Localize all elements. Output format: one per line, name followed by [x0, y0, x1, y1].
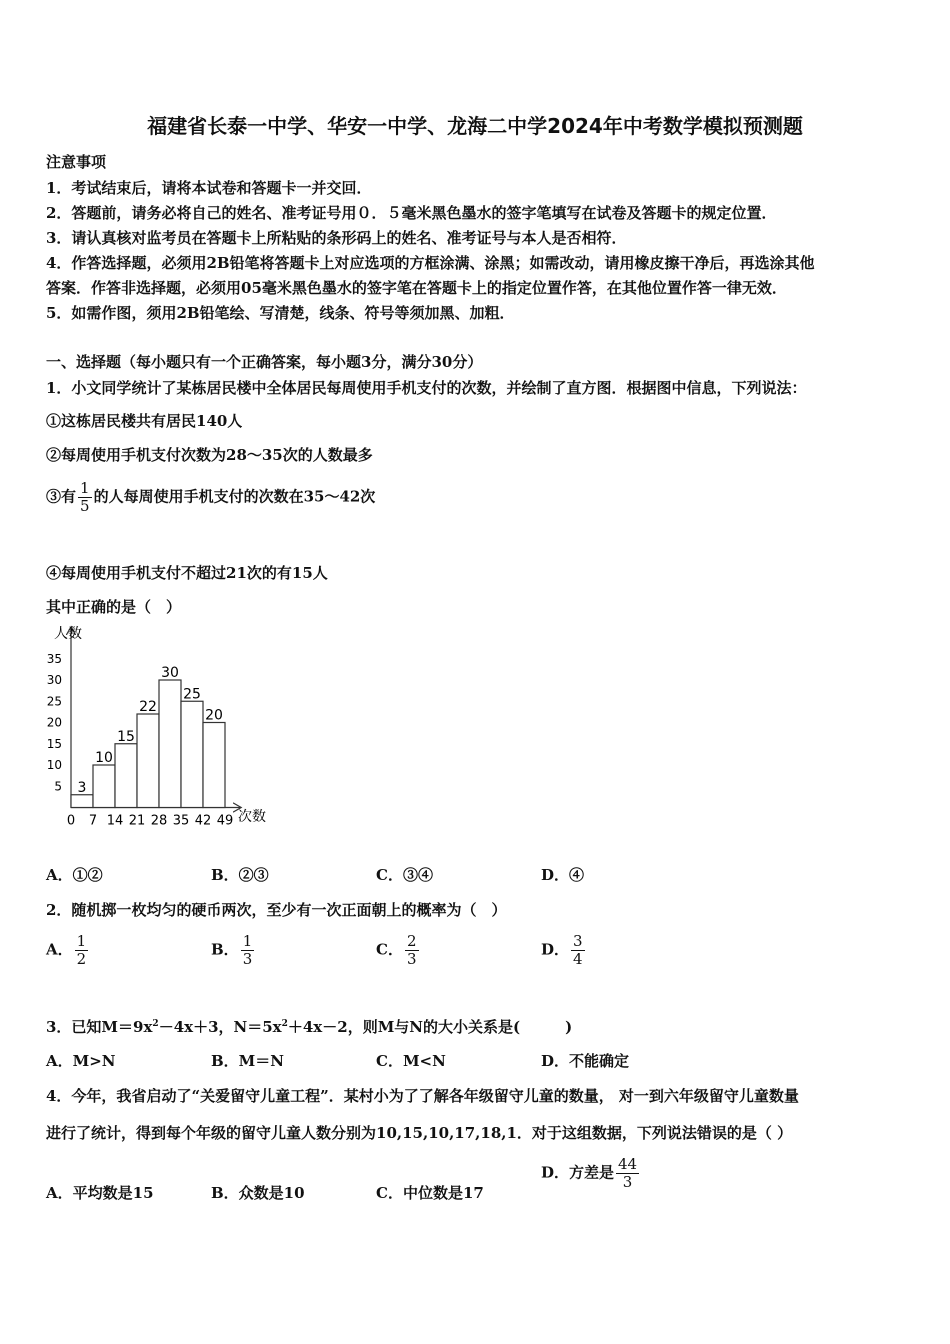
bar-value-label: 22 [139, 699, 157, 715]
q1-statement-2: ②每周使用手机支付次数为28～35次的人数最多 [46, 446, 373, 464]
q2-option-c[interactable]: C． $\frac{2}{3}$ [376, 932, 417, 968]
x-tick-label: 42 [194, 813, 212, 829]
y-tick-label: 5 [54, 779, 62, 794]
q1-option-c[interactable]: C．③④ [376, 866, 433, 884]
question-4-stem-line-2: 进行了统计，得到每个年级的留守儿童人数分别为10,15,10,17,18,1．对于这组数据，下列说法错误的是（ ） [46, 1124, 793, 1142]
histogram-bar [137, 714, 159, 808]
notice-heading: 注意事项 [46, 153, 107, 171]
bar-value-label: 20 [205, 707, 223, 724]
q1-ask: 其中正确的是（ ） [46, 598, 182, 616]
question-3-stem: 3．已知$M=9x^2-4x+3$，$N=5x^2+4x-2$，则M与N的大小关系是( ) [46, 1018, 573, 1036]
y-tick-label: 20 [46, 715, 62, 730]
y-tick-label: 35 [46, 651, 62, 666]
q3-option-a[interactable]: A．M>N [46, 1052, 116, 1070]
q1-statement-4: ④每周使用手机支付不超过21次的有15人 [46, 564, 328, 582]
histogram-bar [181, 701, 203, 807]
x-tick-label: 14 [106, 813, 124, 829]
q3-option-b[interactable]: B．M＝N [211, 1052, 284, 1070]
page-title: 福建省长泰一中学、华安一中学、龙海二中学2024年中考数学模拟预测题 [147, 114, 803, 138]
x-tick-label: 35 [172, 813, 190, 829]
question-4-stem-line-1: 4．今年，我省启动了“关爱留守儿童工程”．某村小为了了解各年级留守儿童的数量， 对一到六年级留守儿童数量 [46, 1087, 799, 1105]
q3-option-c[interactable]: C．M<N [376, 1052, 446, 1070]
q3-option-d[interactable]: D．不能确定 [541, 1052, 630, 1070]
notice-item: 答案．作答非选择题，必须用05毫米黑色墨水的签字笔在答题卡上的指定位置作答，在其他位置作答一律无效． [46, 279, 787, 297]
bar-value-label: 30 [161, 665, 179, 681]
q1-option-d[interactable]: D．④ [541, 866, 585, 884]
q4-option-c[interactable]: C．中位数是17 [376, 1184, 484, 1202]
notice-item: 4．作答选择题，必须用2B铅笔将答题卡上对应选项的方框涂满、涂黑；如需改动，请用橡皮擦干净后，再选涂其他 [46, 254, 815, 272]
q4-option-a[interactable]: A．平均数是15 [46, 1184, 154, 1202]
fraction-one-fifth: $\frac{1}{5}$ [80, 479, 90, 515]
question-1-stem: 1．小文同学统计了某栋居民楼中全体居民每周使用手机支付的次数，并绘制了直方图．根据图中信息，下列说法： [46, 379, 807, 397]
q1-statement-3: ③有 $\frac{1}{5}$ 的人每周使用手机支付的次数在35～42次 [46, 479, 376, 515]
notice-item: 3．请认真核对监考员在答题卡上所粘贴的条形码上的姓名、准考证号与本人是否相符． [46, 229, 627, 247]
bar-value-label: 15 [117, 728, 135, 745]
q2-option-d[interactable]: D． $\frac{3}{4}$ [541, 932, 583, 968]
q4-option-b[interactable]: B．众数是10 [211, 1184, 305, 1202]
histogram-bar [71, 795, 93, 808]
x-tick-label: 21 [128, 813, 146, 829]
histogram-bar [159, 680, 181, 808]
q2-option-b[interactable]: B． $\frac{1}{3}$ [211, 932, 253, 968]
bar-value-label: 10 [95, 750, 113, 766]
histogram-bar [203, 723, 225, 808]
notice-item: 1．考试结束后，请将本试卷和答题卡一并交回． [46, 179, 372, 197]
histogram-chart [38, 622, 288, 832]
y-tick-label: 10 [46, 758, 62, 772]
x-tick-label: 28 [150, 813, 168, 829]
y-tick-label: 25 [46, 694, 62, 709]
bar-value-label: 25 [183, 686, 201, 703]
y-axis-label: 人数 [54, 626, 82, 642]
histogram-bar [115, 744, 137, 808]
y-tick-label: 15 [46, 736, 62, 751]
q4-option-d[interactable]: D．方差是 $\frac{44}{3}$ [541, 1155, 638, 1191]
notice-item: 2．答题前，请务必将自己的姓名、准考证号用０．５毫米黑色墨水的签字笔填写在试卷及答题卡的规定位置． [46, 204, 777, 222]
q1-statement-1: ①这栋居民楼共有居民140人 [46, 412, 243, 430]
x-tick-label: 0 [66, 813, 76, 829]
x-tick-label: 49 [216, 813, 234, 829]
q1-option-a[interactable]: A．①② [46, 866, 103, 884]
q1-option-b[interactable]: B．②③ [211, 866, 269, 884]
q2-option-a[interactable]: A． $\frac{1}{2}$ [46, 932, 87, 968]
section-heading: 一、选择题（每小题只有一个正确答案，每小题3分，满分30分） [46, 353, 483, 371]
x-tick-label: 7 [88, 813, 98, 829]
notice-item: 5．如需作图，须用2B铅笔绘、写清楚，线条、符号等须加黑、加粗． [46, 304, 515, 322]
y-tick-label: 30 [46, 673, 62, 687]
x-axis-label: 次数 [238, 809, 266, 825]
bar-value-label: 3 [77, 779, 87, 796]
question-2-stem: 2．随机掷一枚均匀的硬币两次，至少有一次正面朝上的概率为（ ） [46, 901, 507, 919]
histogram-bar [93, 765, 115, 808]
